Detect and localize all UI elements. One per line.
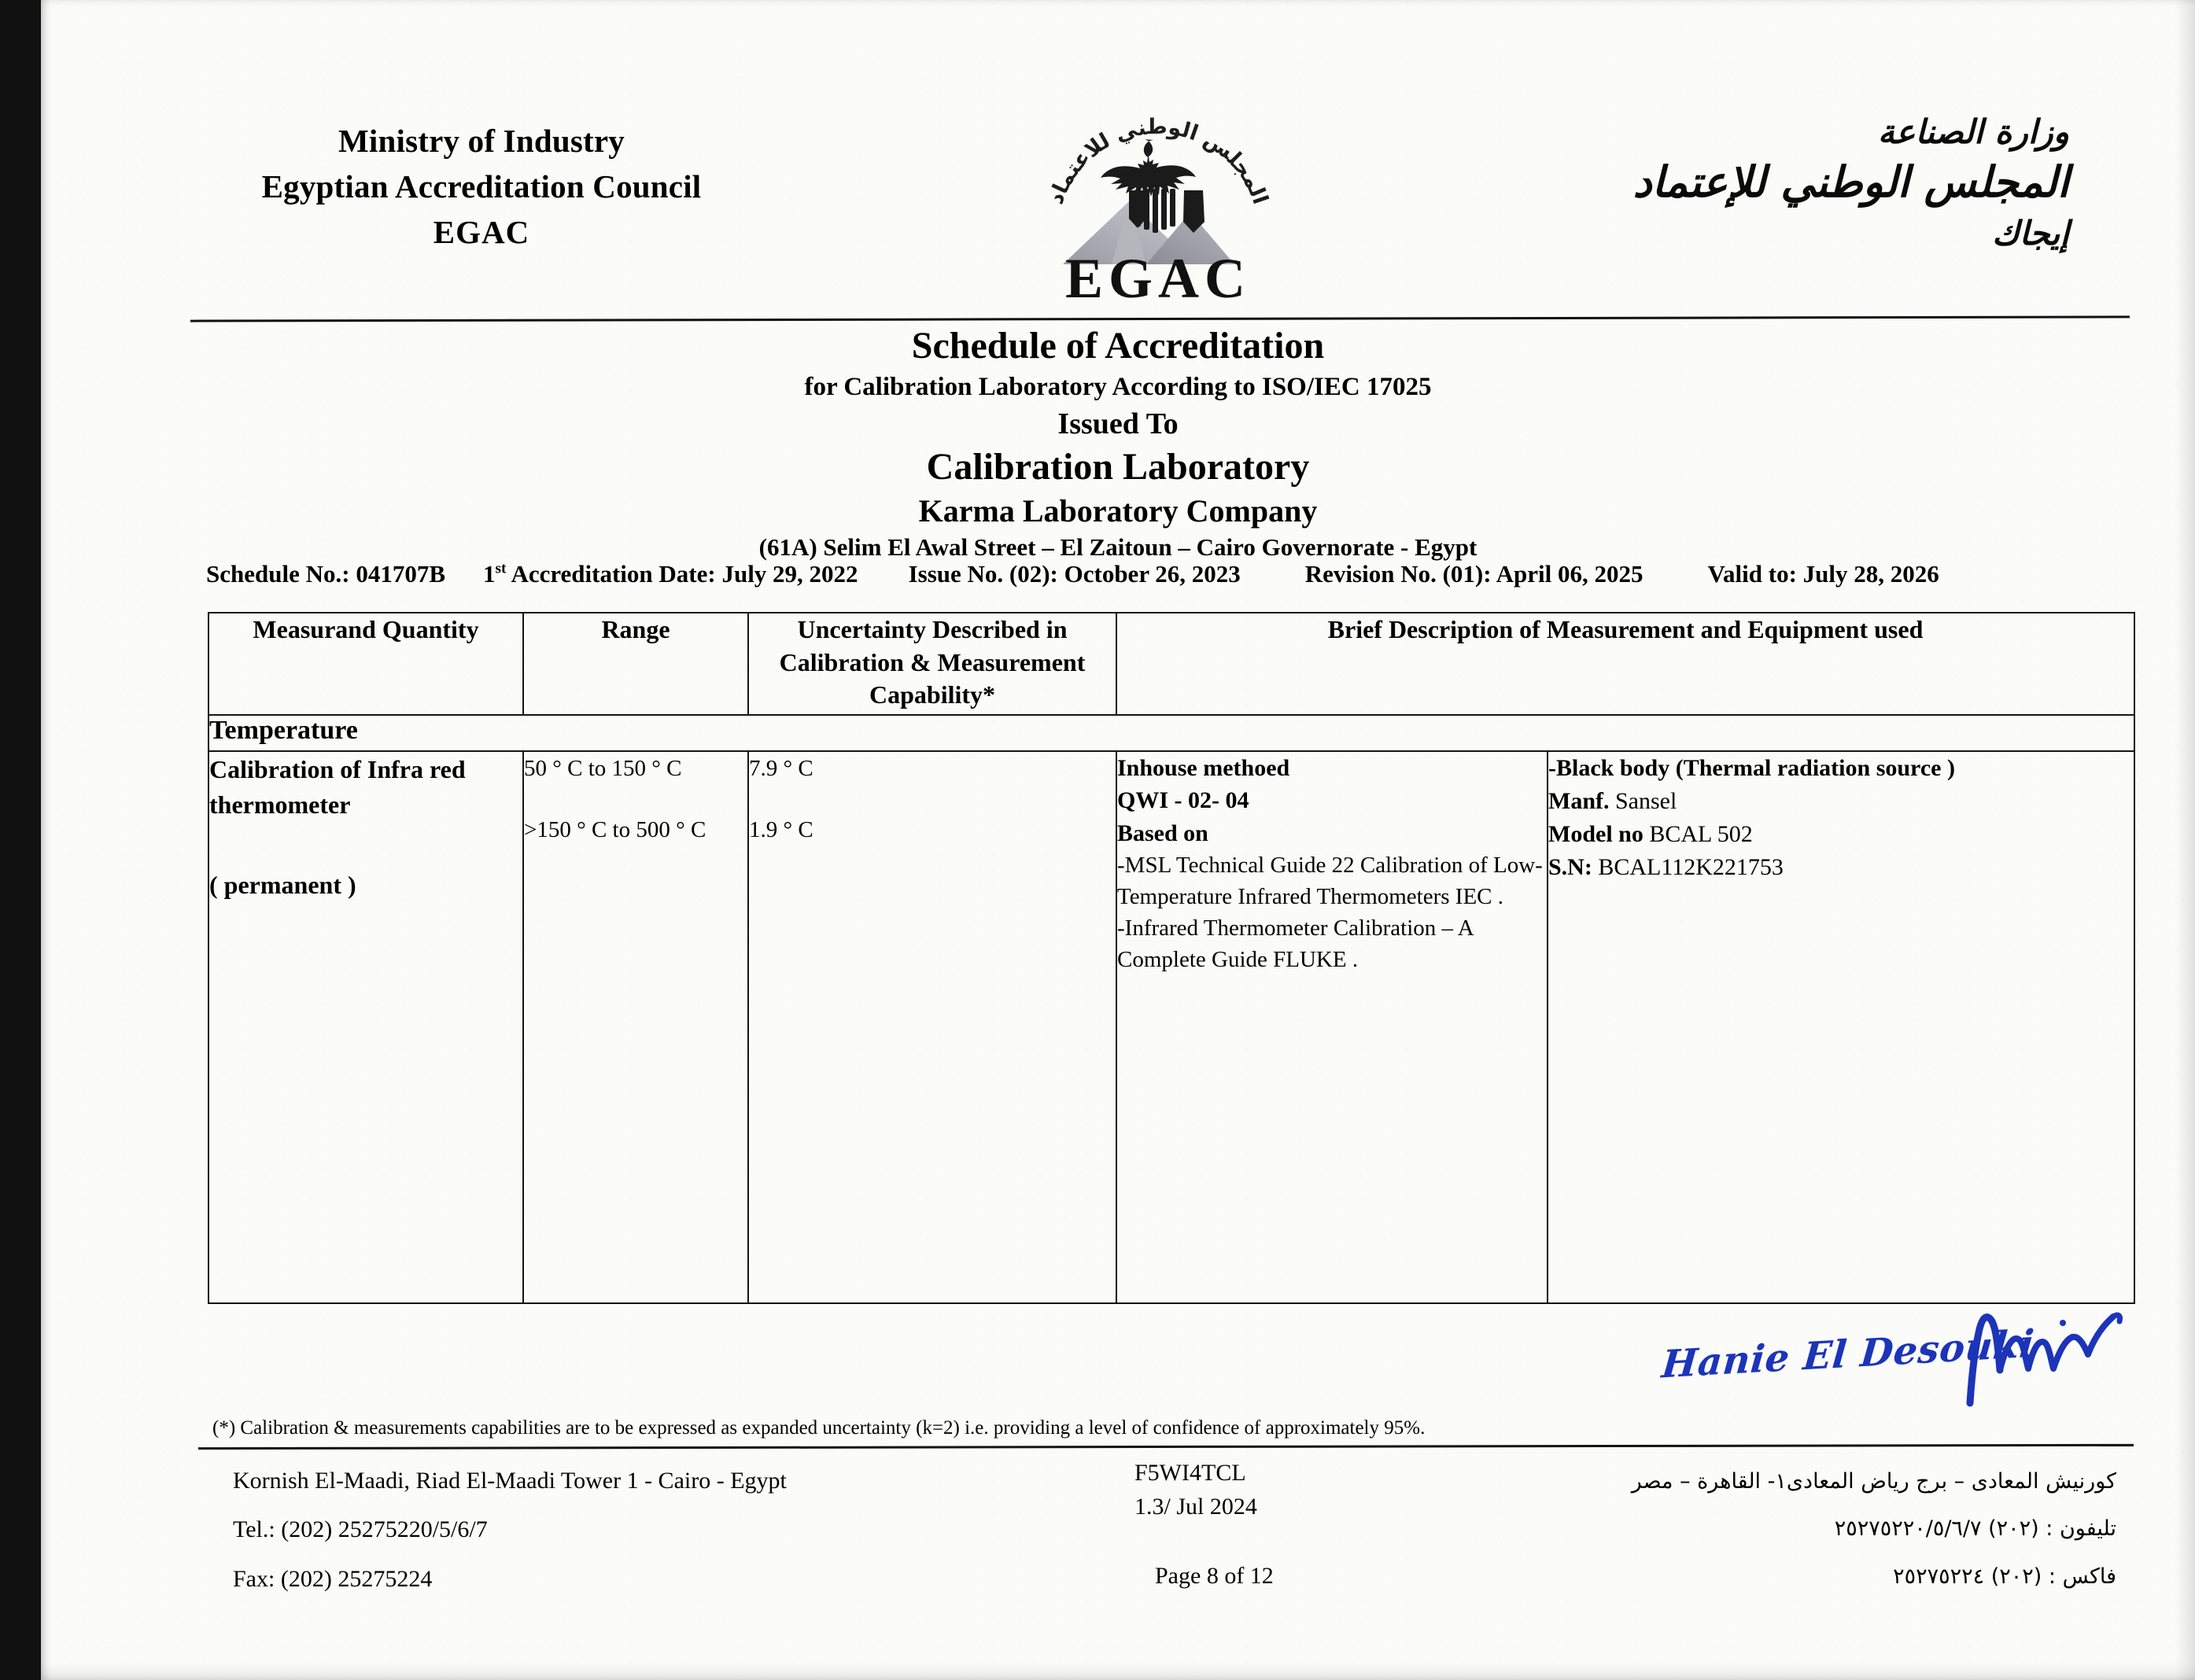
schedule-meta-line [198,560,2134,588]
range-value-2: >150 ° C to 500 ° C [524,816,706,842]
form-code: F5WI4TCL [1134,1460,1246,1486]
first-accreditation-field [483,560,858,588]
serial-label: S.N: [1548,854,1592,880]
measurand-name: Calibration of Infra red thermometer [209,755,466,820]
cell-uncertainty [748,751,1116,1303]
schedule-number-field [206,560,445,588]
cell-measurand [208,751,523,1303]
footer-divider [198,1444,2134,1450]
form-version: 1.3/ Jul 2024 [1134,1493,1257,1520]
cell-method-description [1116,751,1548,1303]
masthead [41,112,2195,307]
svg-text:EGAC: EGAC [1064,247,1252,300]
document-title: Schedule of Accreditation [911,325,1325,367]
egac-logo [1028,104,1288,300]
based-on-reference-1: -MSL Technical Guide 22 Calibration of Low-Temperature Infrared Thermometers IEC . [1117,853,1543,910]
uncertainty-value-2: 1.9 ° C [749,816,813,842]
council-line: Egyptian Accreditation Council [261,168,702,205]
category-temperature: Temperature [208,715,2134,751]
footer-tel-en: Tel.: (202) 25275220/5/6/7 [233,1516,488,1543]
header-brief-description: Brief Description of Measurement and Equipment used [1116,613,2134,715]
page-footer [41,1457,2195,1645]
issued-to-label: Issued To [1057,407,1179,440]
equipment-name: -Black body (Thermal radiation source ) [1548,755,1955,781]
schedule-number-label: Schedule No.: [206,560,350,588]
model-value: BCAL 502 [1649,821,1753,847]
method-title: Inhouse methoed [1117,755,1290,781]
company-address: (61A) Selim El Awal Street – El Zaitoun – Cairo Governorate - Egypt [758,533,1477,562]
issue-date-value: October 26, 2023 [1064,560,1241,588]
revision-number-field [1305,560,1643,588]
page-content [41,0,2195,1680]
schedule-number-value: 041707B [356,560,446,588]
revision-number-label: Revision No. (01): [1304,560,1492,588]
table-category-row [208,715,2134,751]
council-line-ar: المجلس الوطني للإعتماد [1632,157,2069,208]
uncertainty-footnote: (*) Calibration & measurements capabilities are to be expressed as expanded uncertainty (k=2) i.e. providing a level of confidence of approximately 95%. [212,1417,1426,1439]
title-block [41,324,2195,564]
footer-address-en: Kornish El-Maadi, Riad El-Maadi Tower 1 - Cairo - Egypt [233,1468,787,1494]
issue-number-label: Issue No. (02): [908,560,1058,588]
manufacturer-value: Sansel [1615,788,1677,814]
svg-text:المجلس الوطني للاعتماد: المجلس الوطني للاعتماد [1043,114,1273,208]
valid-to-value: July 28, 2026 [1802,560,1939,588]
egac-acronym: EGAC [433,214,530,251]
range-value-1: 50 ° C to 150 ° C [524,756,682,781]
first-accreditation-ordinal: 1 [483,560,496,588]
ministry-line-ar: وزارة الصناعة [1877,112,2069,151]
uncertainty-value-1: 7.9 ° C [749,756,813,781]
valid-to-field [1708,560,1939,588]
signature-initial-mark [1959,1302,2132,1413]
issue-number-field [909,560,1241,588]
table-header-row [208,613,2134,715]
signature-name: Hanie El Desouki [1660,1321,2036,1387]
first-accreditation-value: July 29, 2022 [721,560,858,588]
document-page [41,0,2195,1680]
footer-contact-en [233,1457,787,1604]
footer-contact-ar [1632,1458,2116,1601]
valid-to-label: Valid to: [1707,560,1797,588]
serial-value: BCAL112K221753 [1598,854,1784,880]
company-name: Karma Laboratory Company [918,492,1318,529]
header-range: Range [523,613,748,715]
table-row [208,751,2134,1303]
header-measurand-quantity: Measurand Quantity [208,613,523,715]
footer-tel-ar: تليفون : (٢٠٢) ٢٥٢٧٥٢٢٠/٥/٦/٧ [1834,1516,2116,1542]
masthead-arabic-block [1471,110,2069,256]
model-label: Model no [1548,821,1643,847]
first-accreditation-label: Accreditation Date: [511,560,716,588]
footer-form-info [1134,1457,1274,1593]
header-uncertainty: Uncertainty Described in Calibration & Measurement Capability* [748,613,1116,715]
footer-address-ar: كورنيش المعادى – برج رياض المعادى١- القاهرة – مصر [1631,1469,2116,1494]
based-on-label: Based on [1117,820,1208,846]
laboratory-type: Calibration Laboratory [926,446,1310,488]
egac-acronym-ar: إيجاك [1992,213,2069,252]
first-accreditation-ordinal-suffix: st [495,560,507,577]
ministry-line: Ministry of Industry [338,123,625,159]
revision-date-value: April 06, 2025 [1496,560,1643,588]
method-code: QWI - 02- 04 [1117,787,1249,814]
cell-equipment [1548,751,2134,1303]
footer-fax-en: Fax: (202) 25275224 [233,1565,433,1592]
footer-fax-ar: فاكس : (٢٠٢) ٢٥٢٧٥٢٢٤ [1893,1564,2116,1589]
document-subtitle: for Calibration Laboratory According to ISO/IEC 17025 [804,372,1432,401]
page-number: Page 8 of 12 [1155,1563,1274,1590]
masthead-divider [190,315,2130,322]
manufacturer-label: Manf. [1548,788,1610,814]
signature-area [1662,1307,2149,1433]
based-on-reference-2: -Infrared Thermometer Calibration – A Complete Guide FLUKE . [1117,916,1474,973]
accreditation-scope-table [208,612,2135,1304]
masthead-english-block [159,118,804,256]
cell-range [523,751,748,1303]
measurand-permanence: ( permanent ) [209,870,356,899]
